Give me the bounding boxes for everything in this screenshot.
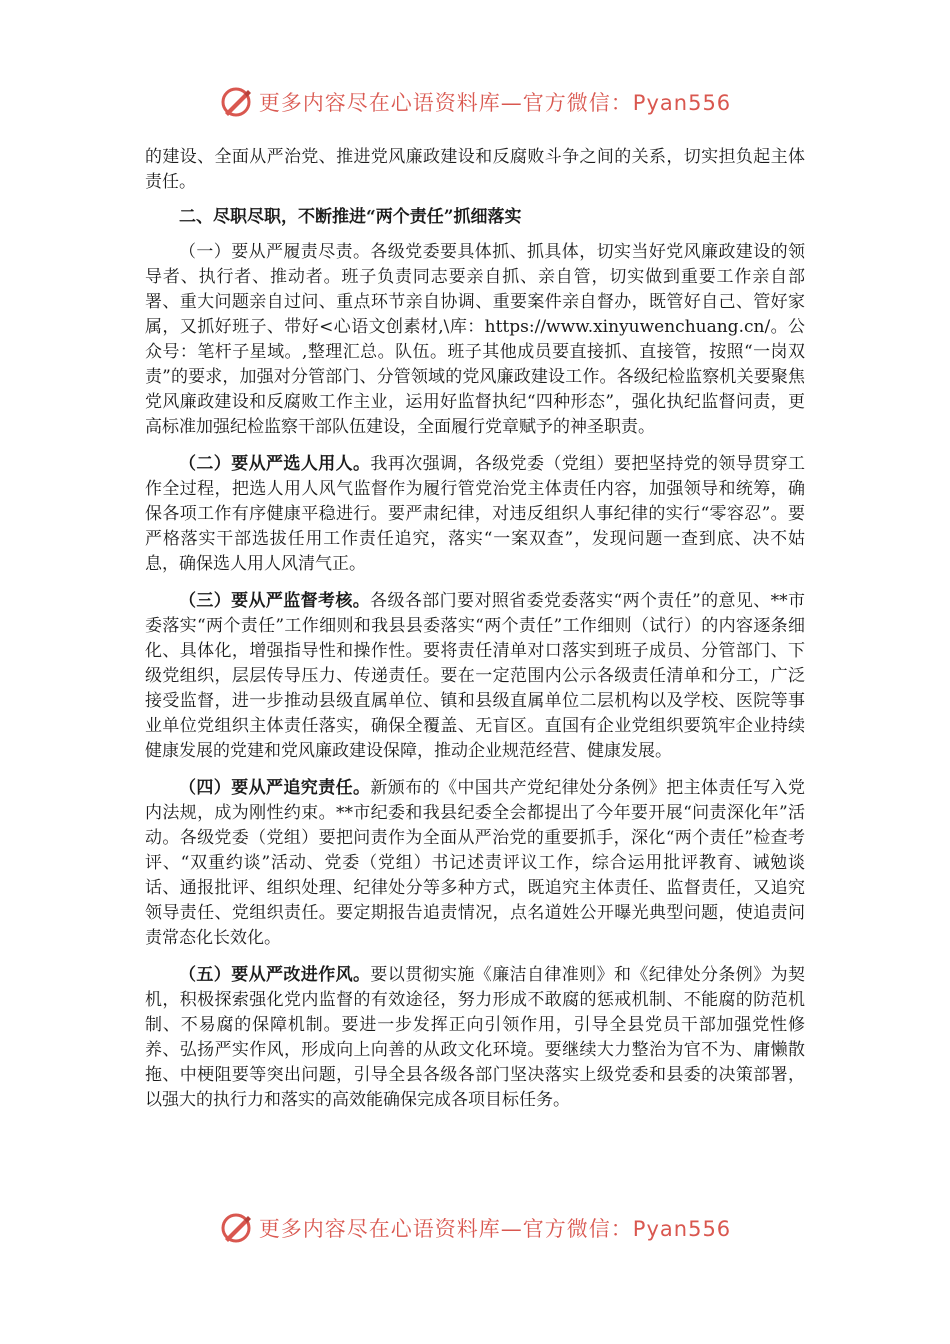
paragraph-text: 各级党委要具体抓、抓具体，切实当好党风廉政建设的领导者、执行者、推动者。班子负责同志要亲自抓、亲自管，切实做到重要工作亲自部署、重大问题亲自过问、重点环节亲自协调、重要案件亲自督办，既管好自己、管好家属，又抓好班子、带好<心语文创素材,\库：https://www.xinyuwenchuang.cn/。公众号：笔杆子星域。,整理汇总。队伍。班子其他成员要直接抓、直接管，按照“一岗双责”的要求，加强对分管部门、分管领域的党风廉政建设工作。各级纪检监察机关要聚焦党风廉政建设和反腐败工作主业，运用好监督执纪“四种形态”，强化执纪监督问责，更高标准加强纪检监察干部队伍建设，全面履行党章赋予的神圣职责。 [145,242,806,437]
banner-text: 更多内容尽在心语资料库—官方微信：Pyan556 [258,91,732,115]
paragraph-text: 我再次强调，各级党委（党组）要把坚持党的领导贯穿工作全过程，把选人用人风气监督作为履行管党治党主体责任内容，加强领导和统筹，确保各项工作有序健康平稳进行。要严肃纪律，对违反组织人事纪律的实行“零容忍”。要严格落实干部选拔任用工作责任追究，落实“一案双查”，发现问题一查到底、决不姑息，确保选人用人风清气正。 [145,454,806,574]
header-banner [0,82,950,122]
section-heading: 二、尽职尽职，不断推进“两个责任”抓细落实 [179,207,522,227]
paragraph-lead: （一）要从严履责尽责。 [179,242,371,262]
paragraph-4 [145,776,805,951]
document-body [145,145,805,1125]
pen-logo-icon [219,1211,253,1245]
footer-banner [0,1208,950,1248]
paragraph-text: 新颁布的《中国共产党纪律处分条例》把主体责任写入党内法规，成为刚性约束。**市纪委和我县纪委全会都提出了今年要开展“问责深化年”活动。各级党委（党组）要把问责作为全面从严治党的重要抓手，深化“两个责任”检查考评、“双重约谈”活动、党委（党组）书记述责评议工作，综合运用批评教育、诫勉谈话、通报批评、组织处理、纪律处分等多种方式，既追究主体责任、监督责任，又追究领导责任、党组织责任。要定期报告追责情况，点名道姓公开曝光典型问题，使追责问责常态化长效化。 [145,778,806,948]
pen-logo-icon [219,85,253,119]
paragraph-3 [145,589,805,764]
paragraph-lead: （四）要从严追究责任。 [179,778,371,798]
paragraph-2 [145,452,805,577]
paragraph-5 [145,963,805,1113]
paragraph-lead: （二）要从严选人用人。 [179,454,371,474]
paragraph-text: 各级各部门要对照省委党委落实“两个责任”的意见、**市委落实“两个责任”工作细则和我县县委落实“两个责任”工作细则（试行）的内容逐条细化、具体化，增强指导性和操作性。要将责任清单对口落实到班子成员、分管部门、下级党组织，层层传导压力、传递责任。要在一定范围内公示各级责任清单和分工，广泛接受监督，进一步推动县级直属单位、镇和县级直属单位二层机构以及学校、医院等事业单位党组织主体责任落实，确保全覆盖、无盲区。直国有企业党组织要筑牢企业持续健康发展的党建和党风廉政建设保障，推动企业规范经营、健康发展。 [145,591,806,761]
paragraph-lead: （五）要从严改进作风。 [179,965,371,985]
banner-text: 更多内容尽在心语资料库—官方微信：Pyan556 [258,1217,732,1241]
continuation-paragraph: 的建设、全面从严治党、推进党风廉政建设和反腐败斗争之间的关系，切实担负起主体责任。 [145,147,805,192]
paragraph-text: 要以贯彻实施《廉洁自律准则》和《纪律处分条例》为契机，积极探索强化党内监督的有效途径，努力形成不敢腐的惩戒机制、不能腐的防范机制、不易腐的保障机制。要进一步发挥正向引领作用，引导全县党员干部加强党性修养、弘扬严实作风，形成向上向善的从政文化环境。要继续大力整治为官不为、庸懒散拖、中梗阻要等突出问题，引导全县各级各部门坚决落实上级党委和县委的决策部署，以强大的执行力和落实的高效能确保完成各项目标任务。 [145,965,806,1110]
paragraph-lead: （三）要从严监督考核。 [179,591,371,611]
paragraph-1 [145,240,805,440]
